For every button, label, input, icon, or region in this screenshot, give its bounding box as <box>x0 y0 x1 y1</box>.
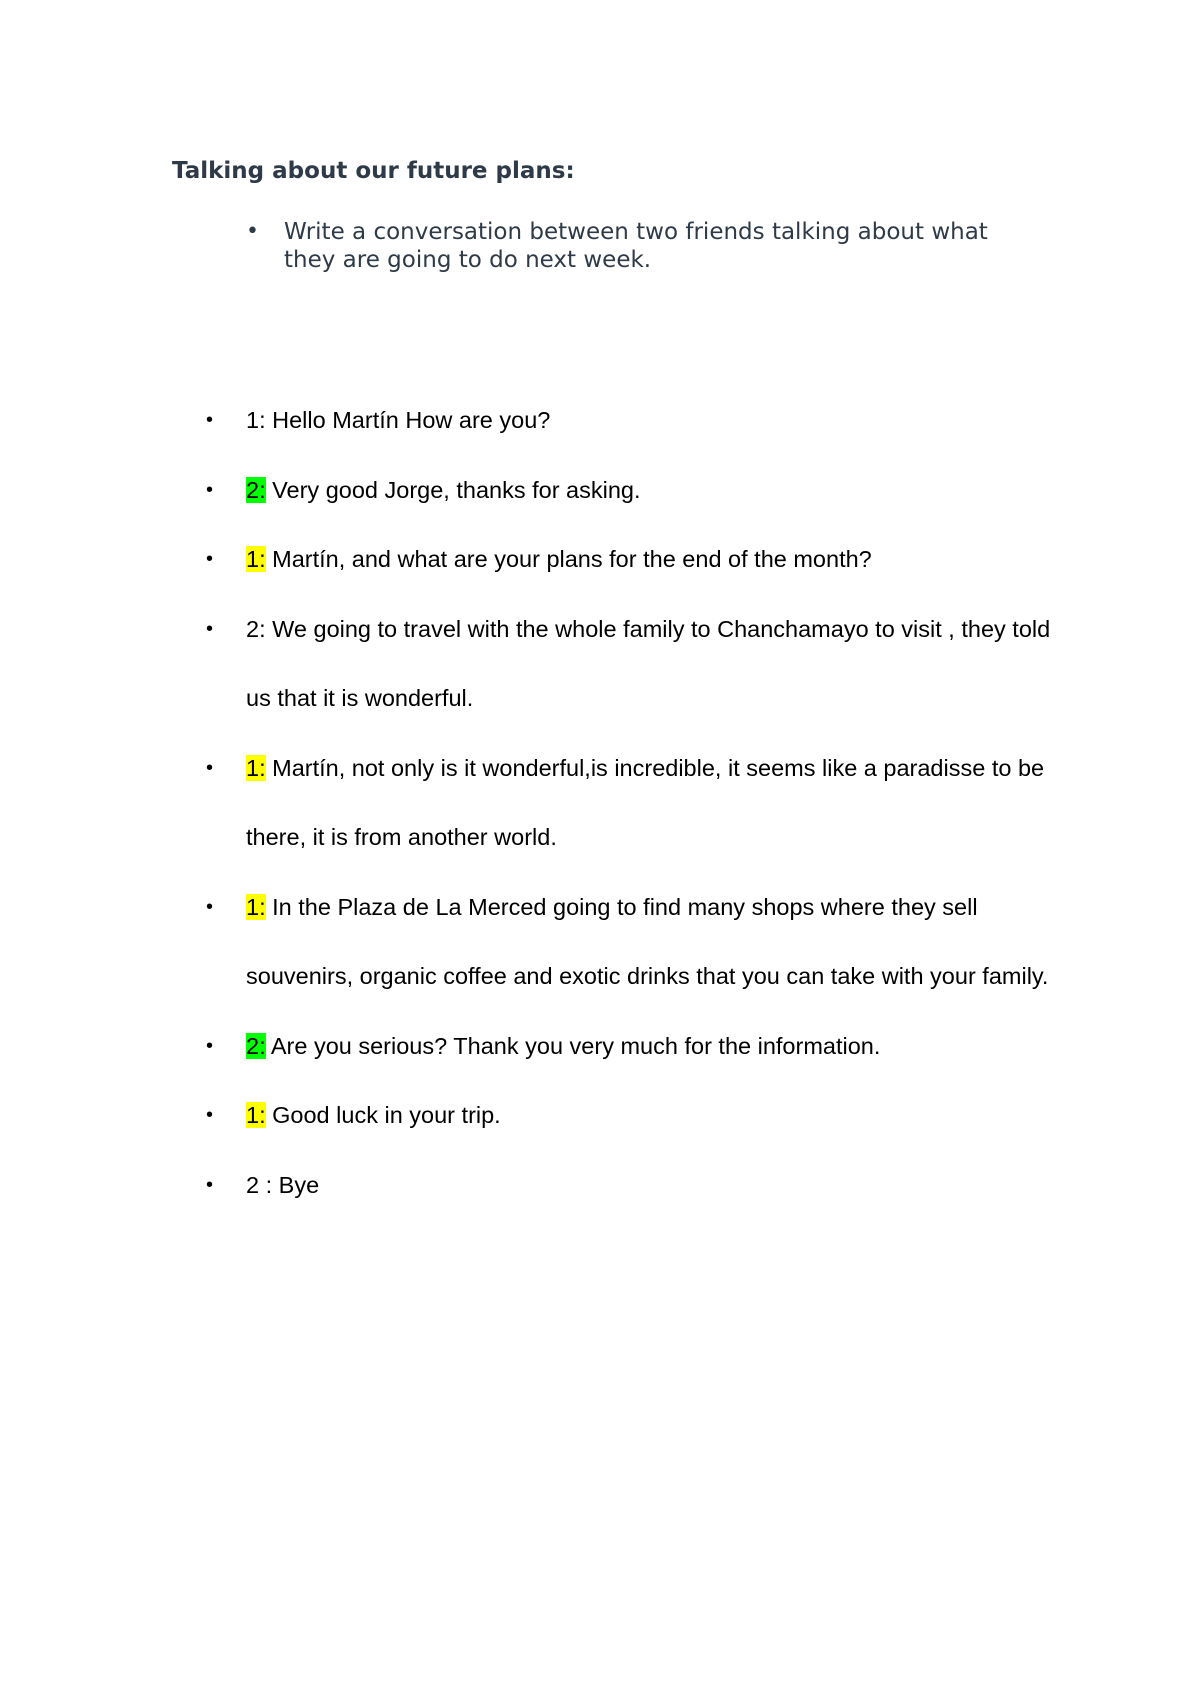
bullet-icon: • <box>206 1034 214 1057</box>
instruction-item <box>246 218 1046 274</box>
bullet-icon: • <box>206 895 214 918</box>
dialogue-text: In the Plaza de La Merced going to find many shops where they sell souvenirs, organic coffee and exotic drinks that you can take with your family. <box>246 893 1049 989</box>
speaker-label: 1: <box>246 407 266 433</box>
bullet-icon: • <box>206 409 214 431</box>
speaker-label-highlighted: 2: <box>246 476 266 503</box>
dialogue-text: Bye <box>272 1171 320 1198</box>
bullet-icon: • <box>206 756 214 779</box>
dialogue-text: Are you serious? Thank you very much for the information. <box>265 1032 881 1059</box>
bullet-icon: • <box>206 478 214 501</box>
speaker-label-highlighted: 1: <box>246 1102 266 1128</box>
speaker-label-highlighted: 1: <box>246 754 266 781</box>
speaker-label-highlighted: 2: <box>246 1032 266 1059</box>
dialogue-line <box>206 1012 1066 1082</box>
speaker-label-highlighted: 1: <box>246 546 266 572</box>
dialogue-line <box>206 734 1066 873</box>
dialogue-line <box>206 525 1066 595</box>
bullet-icon: • <box>206 1104 214 1126</box>
bullet-icon: • <box>246 219 259 244</box>
bullet-icon: • <box>206 1173 214 1196</box>
speaker-label: 2: <box>246 615 266 642</box>
speaker-label-highlighted: 1: <box>246 893 266 920</box>
dialogue-text: Martín, not only is it wonderful,is incredible, it seems like a paradisse to be there, it is from another world. <box>246 754 1045 850</box>
speaker-label: 2 : <box>246 1171 273 1198</box>
dialogue-text: We going to travel with the whole family to Chanchamayo to visit , they told us that it is wonderful. <box>246 615 1051 711</box>
bullet-icon: • <box>206 617 214 640</box>
dialogue-text: Martín, and what are your plans for the end of the month? <box>265 546 872 572</box>
dialogue-list <box>206 386 1066 1220</box>
dialogue-line <box>206 386 1066 456</box>
dialogue-text: Good luck in your trip. <box>265 1102 501 1128</box>
instruction-text: Write a conversation between two friends talking about what they are going to do next week. <box>284 219 988 273</box>
dialogue-text: Hello Martín How are you? <box>265 407 551 433</box>
dialogue-line <box>206 873 1066 1012</box>
dialogue-line <box>206 456 1066 526</box>
dialogue-line <box>206 1081 1066 1151</box>
page-title: Talking about our future plans: <box>172 158 575 184</box>
dialogue-line <box>206 595 1066 734</box>
dialogue-text: Very good Jorge, thanks for asking. <box>265 476 641 503</box>
bullet-icon: • <box>206 548 214 570</box>
dialogue-line <box>206 1151 1066 1221</box>
